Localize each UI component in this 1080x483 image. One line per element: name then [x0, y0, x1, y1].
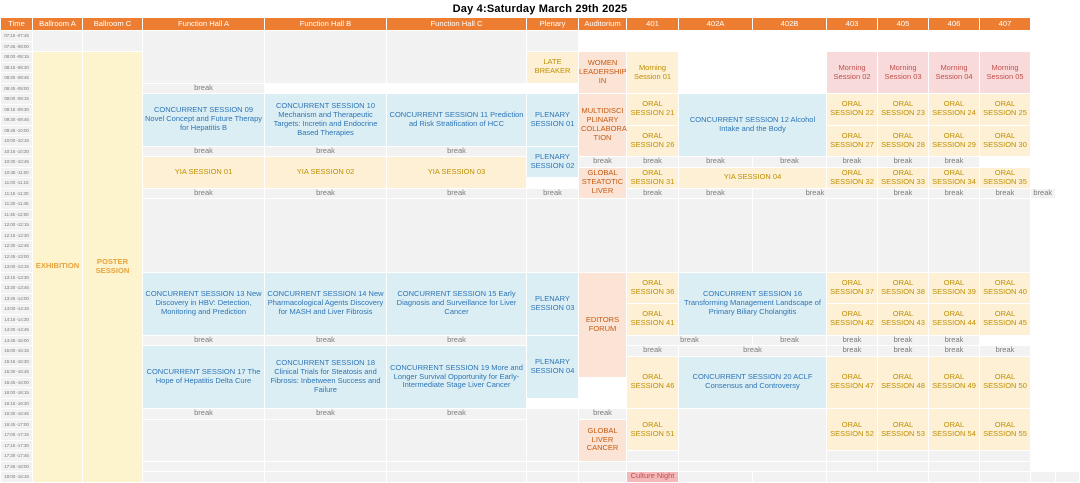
cell-405: [878, 199, 929, 273]
session-oral-29[interactable]: ORAL SESSION 29: [929, 125, 980, 157]
cell-403: [827, 451, 878, 462]
time-cell: 10:15 -10:30: [1, 146, 33, 157]
session-oral-42[interactable]: ORAL SESSION 42: [827, 304, 878, 336]
session-oral-27[interactable]: ORAL SESSION 27: [827, 125, 878, 157]
cell-402b: [753, 31, 827, 52]
cell-401: [753, 472, 827, 483]
session-break: break: [679, 346, 827, 357]
cell-407: [1055, 472, 1080, 483]
time-cell: 12:45 -13:00: [1, 251, 33, 262]
session-break: break: [387, 409, 527, 420]
session-oral-50[interactable]: ORAL SESSION 50: [980, 356, 1031, 409]
cell-403: [827, 31, 878, 52]
session-oral-33[interactable]: ORAL SESSION 33: [878, 167, 929, 188]
cell-fh-c: [387, 199, 527, 273]
session-break: break: [878, 188, 929, 199]
session-concurrent-09[interactable]: CONCURRENT SESSION 09 Novel Concept and Future Therapy for Hepatitis B: [143, 94, 265, 147]
time-cell: 15:00 -15:15: [1, 346, 33, 357]
session-exhibition[interactable]: EXHIBITION: [33, 52, 83, 483]
col-header-function-hall-a: Function Hall A: [143, 18, 265, 31]
cell-405: [980, 472, 1031, 483]
col-header-plenary: Plenary: [527, 18, 579, 31]
session-concurrent-20[interactable]: CONCURRENT SESSION 20 ACLF Consensus and Controversy: [679, 356, 827, 409]
session-break: break: [627, 335, 753, 346]
session-break: break: [143, 146, 265, 157]
session-global-steatotic[interactable]: GLOBAL STEATOTIC LIVER: [579, 167, 627, 199]
session-break: break: [143, 188, 265, 199]
cell-406: [929, 451, 980, 462]
time-cell: 10:45 -11:00: [1, 167, 33, 178]
session-oral-40[interactable]: ORAL SESSION 40: [980, 272, 1031, 304]
cell-405: [878, 451, 929, 462]
session-break: break: [387, 335, 527, 346]
time-cell: 12:00 -12:15: [1, 220, 33, 231]
time-cell: 08:15 -08:30: [1, 62, 33, 73]
session-late-breaker[interactable]: LATE BREAKER: [527, 52, 579, 84]
cell-405: [878, 31, 929, 52]
session-oral-32[interactable]: ORAL SESSION 32: [827, 167, 878, 188]
session-oral-23[interactable]: ORAL SESSION 23: [878, 94, 929, 126]
session-morning-02[interactable]: Morning Session 02: [827, 52, 878, 94]
session-concurrent-11[interactable]: CONCURRENT SESSION 11 Prediction ad Risk Stratification of HCC: [387, 94, 527, 147]
session-oral-39[interactable]: ORAL SESSION 39: [929, 272, 980, 304]
session-culture-night[interactable]: Culture Night: [627, 472, 679, 483]
session-break: break: [143, 335, 265, 346]
session-poster[interactable]: POSTER SESSION: [83, 52, 143, 483]
col-header-402b: 402B: [753, 18, 827, 31]
cell-401: [627, 31, 679, 52]
session-break: break: [627, 188, 679, 199]
session-concurrent-16[interactable]: CONCURRENT SESSION 16 Transforming Management Landscape of Primary Biliary Cholangitis: [679, 272, 827, 335]
session-yia-04[interactable]: YIA SESSION 04: [679, 167, 827, 188]
time-cell: 07:45 -08:00: [1, 41, 33, 52]
cell-plenary: [527, 409, 579, 462]
time-cell: 09:00 -09:15: [1, 94, 33, 105]
cell-auditorium: [579, 199, 627, 273]
session-concurrent-10[interactable]: CONCURRENT SESSION 10 Mechanism and Therapeutic Targets: Incretin and Endocrine Based Therapies: [265, 94, 387, 147]
session-break: break: [753, 335, 827, 346]
session-break: break: [878, 157, 929, 168]
session-morning-04[interactable]: Morning Session 04: [929, 52, 980, 94]
session-oral-21[interactable]: ORAL SESSION 21: [627, 94, 679, 126]
session-break: break: [265, 146, 387, 157]
session-break: break: [929, 335, 980, 346]
session-concurrent-13[interactable]: CONCURRENT SESSION 13 New Discovery in HBV: Detection, Monitoring and Prediction: [143, 272, 265, 335]
session-break: break: [878, 346, 929, 357]
time-cell: 16:45 -17:00: [1, 419, 33, 430]
time-cell: 16:15 -16:30: [1, 398, 33, 409]
session-oral-35[interactable]: ORAL SESSION 35: [980, 167, 1031, 188]
session-oral-55[interactable]: ORAL SESSION 55: [980, 409, 1031, 451]
session-break: break: [387, 188, 527, 199]
session-oral-46[interactable]: ORAL SESSION 46: [627, 356, 679, 409]
session-oral-51[interactable]: ORAL SESSION 51: [627, 409, 679, 451]
time-cell: 11:15 -11:30: [1, 188, 33, 199]
session-oral-49[interactable]: ORAL SESSION 49: [929, 356, 980, 409]
cell-ballroom-c: [83, 31, 143, 52]
session-morning-01[interactable]: Morning Session 01: [627, 52, 679, 94]
session-oral-48[interactable]: ORAL SESSION 48: [878, 356, 929, 409]
session-break: break: [527, 188, 579, 199]
session-break: break: [143, 409, 265, 420]
session-yia-02[interactable]: YIA SESSION 02: [265, 157, 387, 189]
time-cell: 12:15 -12:30: [1, 230, 33, 241]
cell-401: [627, 451, 679, 462]
time-cell: 11:00 -11:15: [1, 178, 33, 189]
time-cell: 12:30 -12:45: [1, 241, 33, 252]
time-cell: 09:30 -09:45: [1, 115, 33, 126]
time-cell: 13:45 -14:00: [1, 293, 33, 304]
cell-fh-a: [387, 472, 527, 483]
session-break: break: [627, 157, 679, 168]
time-cell: 16:00 -16:15: [1, 388, 33, 399]
time-cell: 11:30 -11:45: [1, 199, 33, 210]
session-break: break: [929, 157, 980, 168]
time-cell: 15:45 -16:00: [1, 377, 33, 388]
time-cell: 14:30 -14:45: [1, 325, 33, 336]
session-oral-41[interactable]: ORAL SESSION 41: [627, 304, 679, 336]
session-break: break: [753, 157, 827, 168]
session-concurrent-18[interactable]: CONCURRENT SESSION 18 Clinical Trials for Steatosis and Fibrosis: Inbetween Success and Failure: [265, 346, 387, 409]
col-header-405: 405: [878, 18, 929, 31]
cell-406: [929, 199, 980, 273]
session-oral-52[interactable]: ORAL SESSION 52: [827, 409, 878, 451]
time-cell: 15:15 -15:30: [1, 356, 33, 367]
session-break: break: [579, 157, 627, 168]
time-cell: 08:30 -08:45: [1, 73, 33, 84]
session-break: break: [679, 188, 753, 199]
time-cell: 16:30 -16:45: [1, 409, 33, 420]
cell-402b: [753, 199, 827, 273]
time-cell: 15:30 -15:45: [1, 367, 33, 378]
time-cell: 10:00 -10:15: [1, 136, 33, 147]
cell-402: [827, 472, 929, 483]
session-women-leadership[interactable]: WOMEN LEADERSHIP IN: [579, 52, 627, 94]
col-header-time: Time: [1, 18, 33, 31]
cell-402b: [753, 52, 827, 94]
cell-ballroom-c: [265, 472, 387, 483]
cell-fh-c: [387, 31, 527, 84]
session-break: break: [827, 157, 878, 168]
session-oral-34[interactable]: ORAL SESSION 34: [929, 167, 980, 188]
page-title: Day 4:Saturday March 29th 2025: [452, 3, 628, 15]
session-yia-03[interactable]: YIA SESSION 03: [387, 157, 527, 189]
cell-402a: [679, 199, 753, 273]
col-header-402a: 402A: [679, 18, 753, 31]
col-header-function-hall-c: Function Hall C: [387, 18, 527, 31]
session-concurrent-15[interactable]: CONCURRENT SESSION 15 Early Diagnosis and Surveillance for Liver Cancer: [387, 272, 527, 335]
session-oral-30[interactable]: ORAL SESSION 30: [980, 125, 1031, 157]
time-cell: 17:15 -17:30: [1, 440, 33, 451]
time-cell: 18:00 -18:15: [1, 472, 33, 483]
session-plenary-02[interactable]: PLENARY SESSION 02: [527, 146, 579, 178]
cell-fh-b: [265, 31, 387, 84]
session-oral-22[interactable]: ORAL SESSION 22: [827, 94, 878, 126]
time-cell: 17:45 -18:00: [1, 461, 33, 472]
session-oral-31[interactable]: ORAL SESSION 31: [627, 167, 679, 188]
col-header-406: 406: [929, 18, 980, 31]
time-cell: 13:30 -13:45: [1, 283, 33, 294]
time-cell: 13:00 -13:15: [1, 262, 33, 273]
cell-407: [980, 199, 1031, 273]
cell-plenary: [527, 31, 579, 52]
session-break: break: [265, 188, 387, 199]
session-plenary-01[interactable]: PLENARY SESSION 01: [527, 94, 579, 147]
col-header-auditorium: Auditorium: [579, 18, 627, 31]
session-plenary-03[interactable]: PLENARY SESSION 03: [527, 272, 579, 335]
session-break: break: [827, 346, 878, 357]
time-cell: 11:45 -12:00: [1, 209, 33, 220]
session-break: break: [980, 346, 1031, 357]
session-morning-03[interactable]: Morning Session 03: [878, 52, 929, 94]
session-oral-54[interactable]: ORAL SESSION 54: [929, 409, 980, 451]
session-break: break: [579, 409, 627, 420]
cell-fh-a: [143, 31, 265, 84]
col-header-function-hall-b: Function Hall B: [265, 18, 387, 31]
cell-403: [929, 472, 980, 483]
session-break: break: [980, 188, 1031, 199]
cell-ballroom-a: [33, 31, 83, 52]
schedule-table: [0, 17, 1080, 483]
time-cell: 07:15 -07:45: [1, 31, 33, 42]
cell-fh-a: [143, 419, 265, 461]
cell-ballroom-a: [143, 472, 265, 483]
session-oral-36[interactable]: ORAL SESSION 36: [627, 272, 679, 304]
session-oral-47[interactable]: ORAL SESSION 47: [827, 356, 878, 409]
session-plenary-04[interactable]: PLENARY SESSION 04: [527, 335, 579, 398]
cell-fh-b: [265, 419, 387, 461]
cell-auditorium: [679, 472, 753, 483]
session-yia-01[interactable]: YIA SESSION 01: [143, 157, 265, 189]
session-oral-45[interactable]: ORAL SESSION 45: [980, 304, 1031, 336]
time-cell: 08:45 -09:00: [1, 83, 33, 94]
time-cell: 09:45 -10:00: [1, 125, 33, 136]
cell-fh-c: [579, 472, 627, 483]
cell-fh-b: [265, 199, 387, 273]
session-oral-37[interactable]: ORAL SESSION 37: [827, 272, 878, 304]
time-cell: 14:00 -14:15: [1, 304, 33, 315]
cell-fh-c: [387, 419, 527, 461]
session-break: break: [627, 346, 679, 357]
time-cell: 09:15 -09:30: [1, 104, 33, 115]
time-cell: 17:00 -17:15: [1, 430, 33, 441]
session-break: break: [929, 346, 980, 357]
col-header-401: 401: [627, 18, 679, 31]
col-header-407: 407: [980, 18, 1031, 31]
cell-402a: [679, 31, 753, 52]
session-break: break: [143, 83, 265, 94]
session-oral-38[interactable]: ORAL SESSION 38: [878, 272, 929, 304]
col-header-ballroom-c: Ballroom C: [83, 18, 143, 31]
cell-401: [627, 199, 679, 273]
col-header-ballroom-a: Ballroom A: [33, 18, 83, 31]
session-morning-05[interactable]: Morning Session 05: [980, 52, 1031, 94]
cell-406: [929, 31, 980, 52]
session-break: break: [753, 188, 878, 199]
session-break: break: [1031, 188, 1056, 199]
session-break: break: [387, 146, 527, 157]
time-cell: 14:45 -15:00: [1, 335, 33, 346]
session-multidisciplinary[interactable]: MULTIDISCI PLINARY COLLABORA TION: [579, 94, 627, 157]
cell-403: [827, 199, 878, 273]
session-oral-43[interactable]: ORAL SESSION 43: [878, 304, 929, 336]
session-break: break: [265, 409, 387, 420]
session-concurrent-14[interactable]: CONCURRENT SESSION 14 New Pharmacological Agents Discovery for MASH and Liver Fibrosis: [265, 272, 387, 335]
cell-406: [1031, 472, 1056, 483]
time-cell: 17:30 -17:45: [1, 451, 33, 462]
cell-407: [980, 451, 1031, 462]
time-cell: 10:30 -10:45: [1, 157, 33, 168]
session-oral-24[interactable]: ORAL SESSION 24: [929, 94, 980, 126]
time-cell: 14:15 -14:30: [1, 314, 33, 325]
session-break: break: [929, 188, 980, 199]
cell-auditorium: [579, 31, 627, 52]
time-cell: 13:15 -13:30: [1, 272, 33, 283]
time-cell: 08:00 -08:15: [1, 52, 33, 63]
cell-402a: [679, 52, 753, 94]
cell-fh-b: [527, 472, 579, 483]
cell-407: [980, 31, 1031, 52]
session-break: break: [265, 335, 387, 346]
session-concurrent-17[interactable]: CONCURRENT SESSION 17 The Hope of Hepatitis Delta Cure: [143, 346, 265, 409]
cell-plenary: [527, 199, 579, 273]
session-oral-53[interactable]: ORAL SESSION 53: [878, 409, 929, 451]
col-header-403: 403: [827, 18, 878, 31]
session-oral-44[interactable]: ORAL SESSION 44: [929, 304, 980, 336]
session-oral-25[interactable]: ORAL SESSION 25: [980, 94, 1031, 126]
session-break: break: [679, 157, 753, 168]
cell-402: [679, 409, 827, 462]
session-oral-28[interactable]: ORAL SESSION 28: [878, 125, 929, 157]
session-break: break: [878, 335, 929, 346]
session-editors-forum[interactable]: EDITORS FORUM: [579, 272, 627, 377]
session-global-liver-cancer[interactable]: GLOBAL LIVER CANCER: [579, 419, 627, 461]
session-concurrent-19[interactable]: CONCURRENT SESSION 19 More and Longer Survival Opportunity for Early-Intermediate Stage Liver Cancer: [387, 346, 527, 409]
cell-fh-a: [143, 199, 265, 273]
table-header-row: [1, 18, 1080, 31]
session-oral-26[interactable]: ORAL SESSION 26: [627, 125, 679, 157]
session-concurrent-12[interactable]: CONCURRENT SESSION 12 Alcohol Intake and the Body: [679, 94, 827, 157]
session-break: break: [827, 335, 878, 346]
